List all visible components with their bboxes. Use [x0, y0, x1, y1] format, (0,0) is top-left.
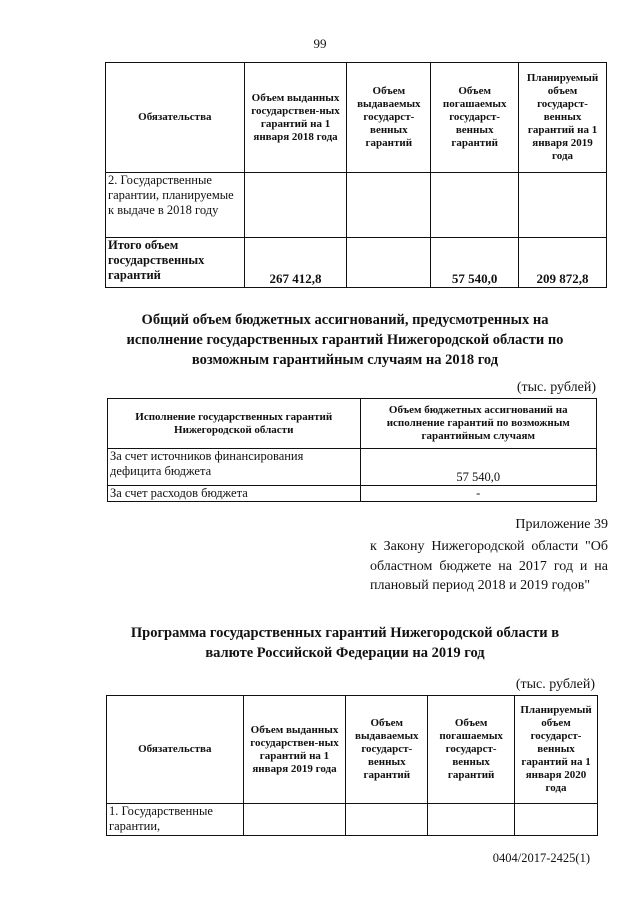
table-row-total	[106, 238, 607, 288]
table-row	[106, 173, 607, 238]
table-header-row	[106, 63, 607, 173]
header-obligations: Обязательства	[106, 63, 245, 173]
cell-value	[346, 804, 428, 836]
guarantees-table-2019	[106, 695, 598, 836]
cell-value: 57 540,0	[431, 238, 519, 288]
table-row	[107, 804, 598, 836]
row-label: За счет расходов бюджета	[108, 486, 361, 502]
table-header-row	[108, 399, 597, 449]
cell-value	[243, 804, 346, 836]
cell-value: -	[360, 486, 597, 502]
header-to-issue: Объем выдаваемых государст-венных гарантий	[346, 696, 428, 804]
header-issued: Объем выданных государствен-ных гарантий на 1 января 2018 года	[244, 63, 347, 173]
cell-value	[519, 173, 607, 238]
cell-value	[347, 173, 431, 238]
header-repaid: Объем погашаемых государст-венных гарантий	[428, 696, 515, 804]
header-issued: Объем выданных государствен-ных гарантий на 1 января 2019 года	[243, 696, 346, 804]
cell-value	[515, 804, 598, 836]
section-title: Программа государственных гарантий Нижегородской области в валюте Российской Федерации на 2019 год	[130, 625, 560, 661]
section-title: Общий объем бюджетных ассигнований, предусмотренных на исполнение государственных гарантий Нижегородской области по возможным гарантийным случаям на 2018 год	[126, 312, 564, 368]
table-row	[108, 486, 597, 502]
header-execution: Исполнение государственных гарантий Нижегородской области	[108, 399, 361, 449]
table-row	[108, 449, 597, 486]
unit-label: (тыс. рублей)	[516, 380, 596, 395]
cell-value: 267 412,8	[244, 238, 347, 288]
header-obligations: Обязательства	[107, 696, 244, 804]
cell-value	[431, 173, 519, 238]
row-label: 2. Государственные гарантии, планируемые к выдаче в 2018 году	[106, 173, 245, 238]
row-label: Итого объем государственных гарантий	[106, 238, 245, 288]
header-planned: Планируемый объем государст-венных гарантий на 1 января 2019 года	[519, 63, 607, 173]
unit-label: (тыс. рублей)	[515, 677, 595, 692]
cell-value: 209 872,8	[519, 238, 607, 288]
row-label: 1. Государственные гарантии,	[107, 804, 244, 836]
cell-value	[244, 173, 347, 238]
table-header-row	[107, 696, 598, 804]
row-label: За счет источников финансирования дефицита бюджета	[108, 449, 361, 486]
header-allocations: Объем бюджетных ассигнований на исполнение гарантий по возможным гарантийным случаям	[360, 399, 597, 449]
budget-allocations-table	[107, 398, 597, 502]
cell-value	[347, 238, 431, 288]
appendix-title: Приложение 39	[515, 517, 608, 532]
header-to-issue: Объем выдаваемых государст-венных гарантий	[347, 63, 431, 173]
document-code: 0404/2017-2425(1)	[492, 851, 590, 865]
appendix-text: к Закону Нижегородской области "Об областном бюджете на 2017 год и на плановый период 2018 и 2019 годов"	[370, 539, 608, 593]
header-planned: Планируемый объем государст-венных гарантий на 1 января 2020 года	[515, 696, 598, 804]
header-repaid: Объем погашаемых государст-венных гарантий	[431, 63, 519, 173]
cell-value	[428, 804, 515, 836]
cell-value: 57 540,0	[360, 449, 597, 486]
guarantees-table-2018	[105, 62, 607, 288]
page-number: 99	[313, 36, 327, 51]
